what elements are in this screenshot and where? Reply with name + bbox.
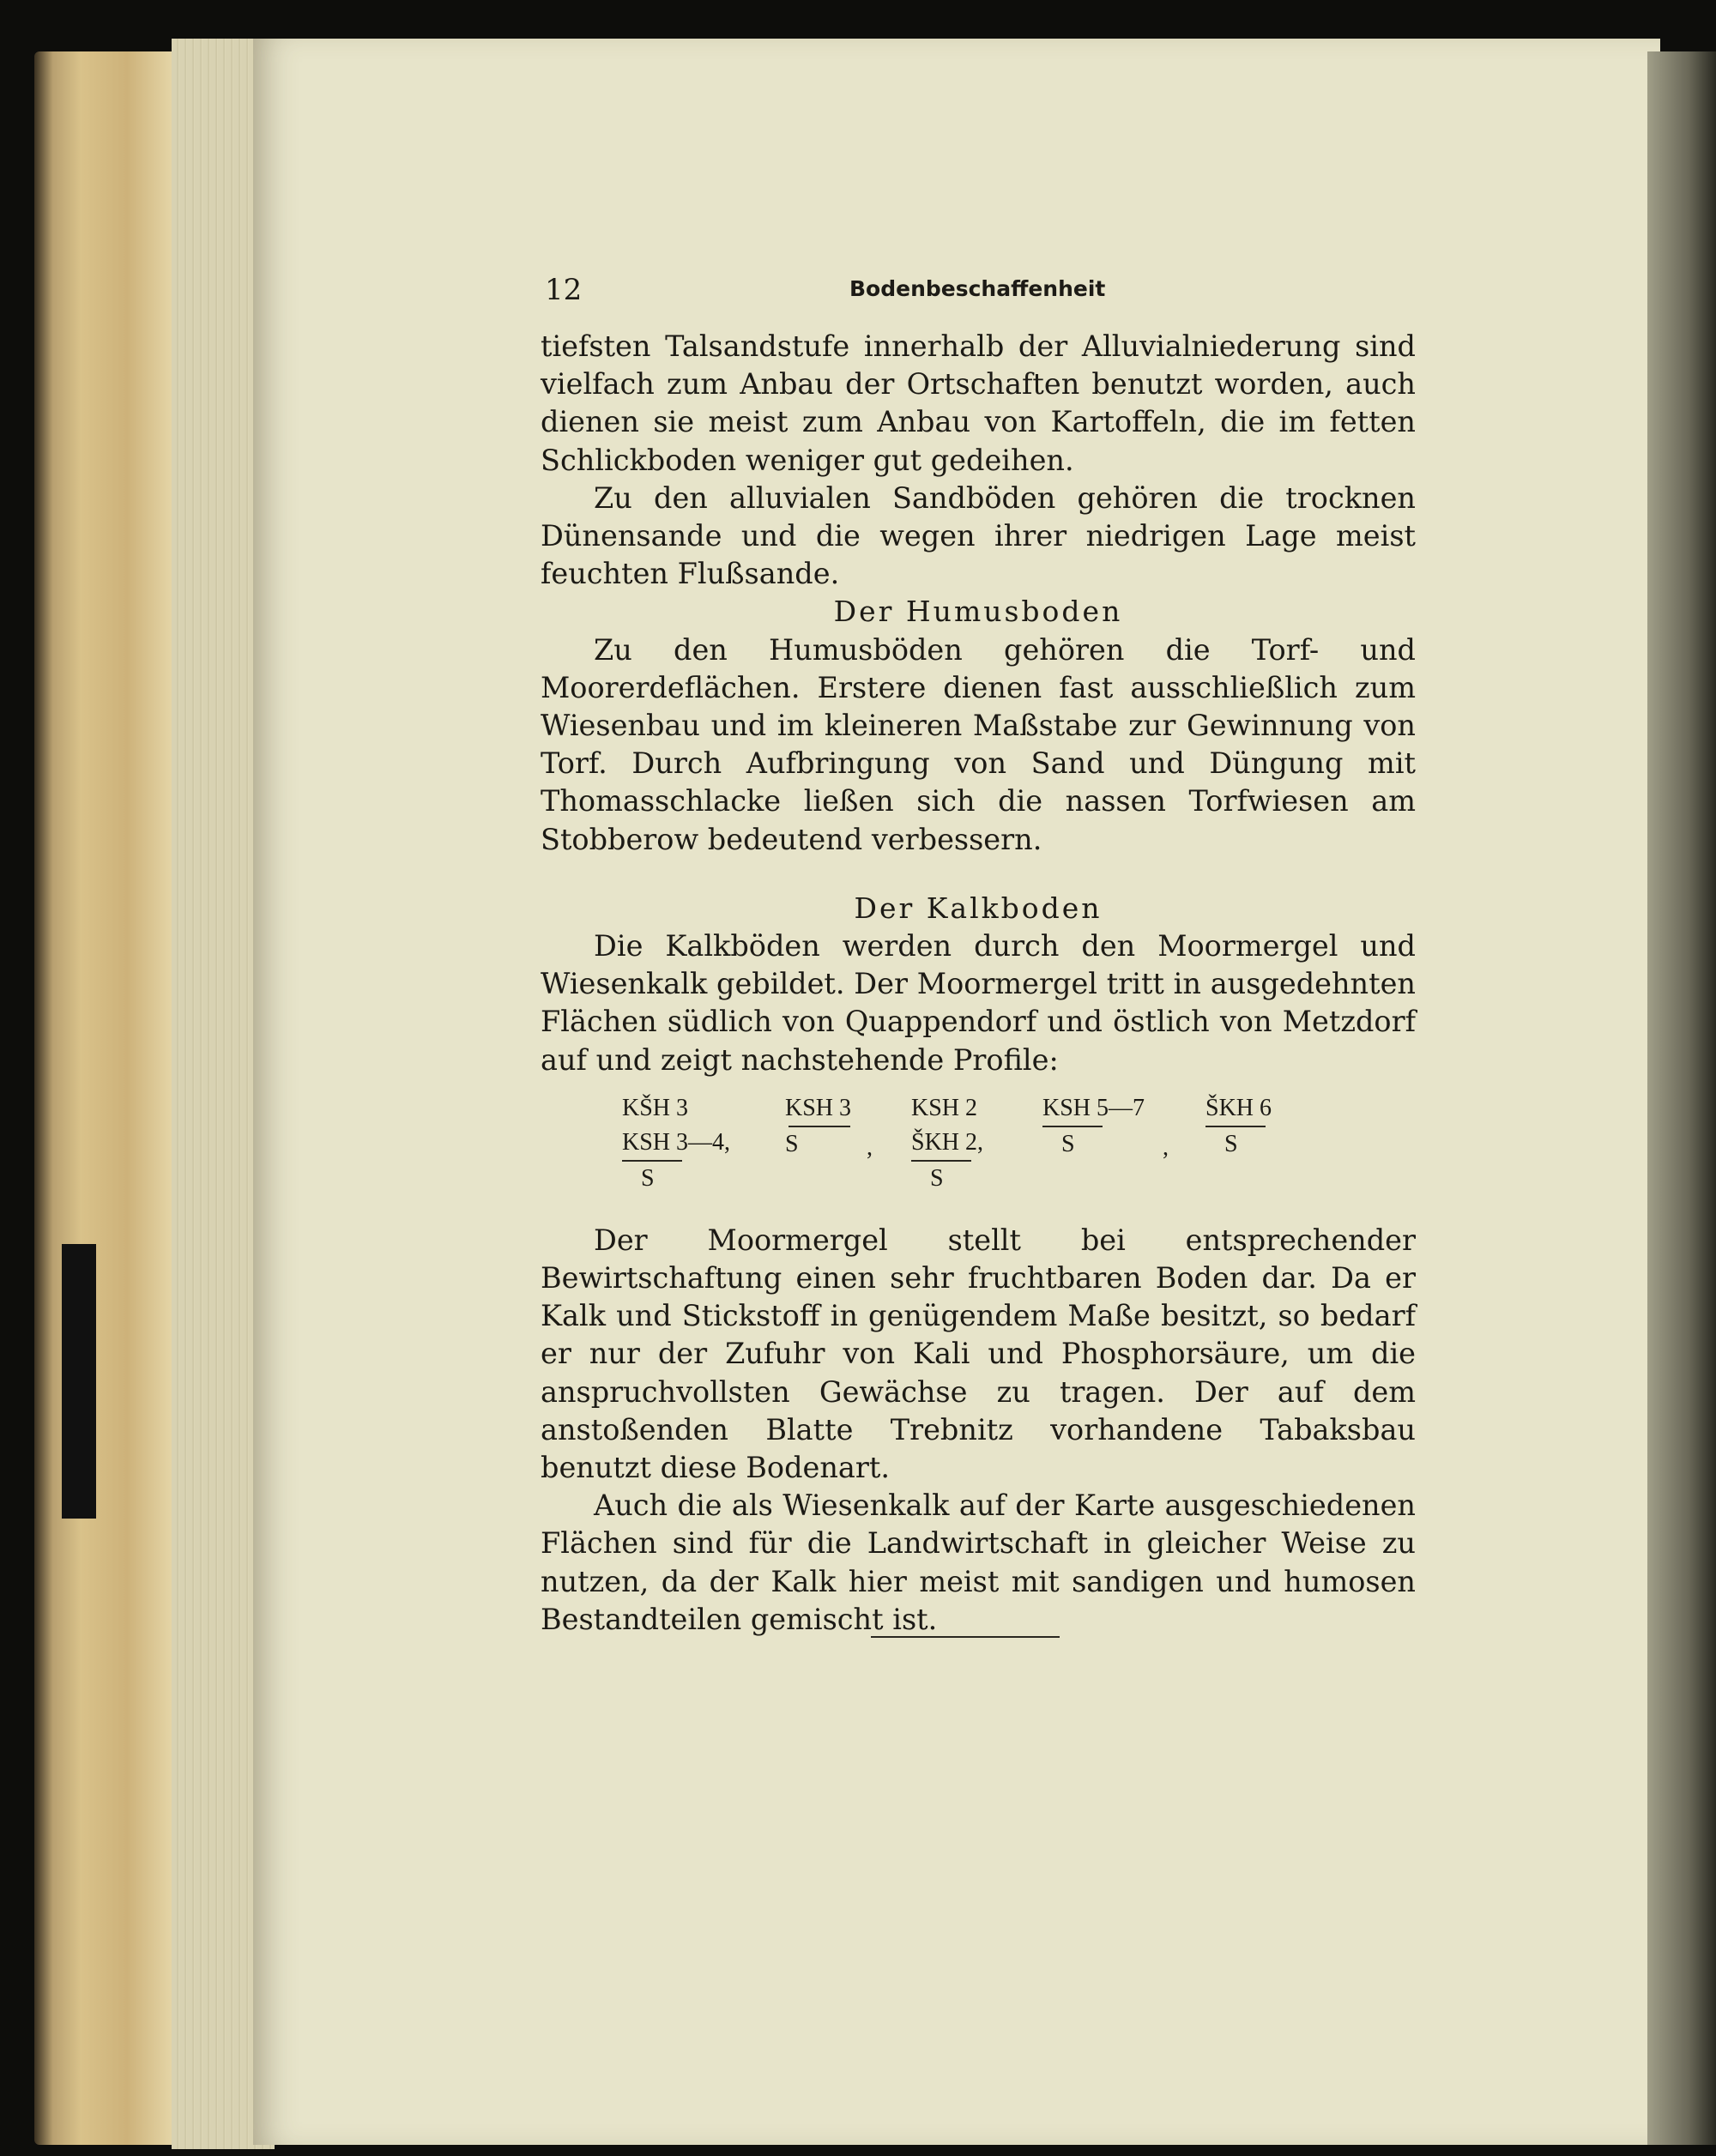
profile-2-bottom: S — [785, 1130, 799, 1157]
paragraph: tiefsten Talsandstufe innerhalb der Alluvialniederung sind vielfach zum Anbau der Ortschaften benutzt worden, auch dienen sie meist zum Anbau von Kartoffeln, die im fetten Schlickboden weniger gut gedeihen. — [541, 329, 1416, 477]
end-rule — [871, 1636, 1060, 1638]
profile-1-top: KŠH 3 — [622, 1094, 689, 1121]
profile-1-middle: KSH 3—4, — [622, 1128, 731, 1156]
running-head — [545, 273, 1106, 307]
profile-separator: , — [1163, 1133, 1169, 1161]
text-block — [541, 328, 1416, 1639]
profile-3-bottom: S — [930, 1164, 944, 1192]
profile-2 — [785, 1091, 854, 1162]
paragraph: Der Moormergel stellt bei entsprechender Bewirtschaftung einen sehr fruchtbaren Boden dar. Da er Kalk und Stickstoff in genügendem Maße besitzt, so bedarf er nur der Zufuhr von Kali und Phosphorsäure, um die anspruchvollsten Gewächse zu tragen. Der auf dem anstoßenden Blatte Trebnitz vorhandene Tabaksbau benutzt diese Bodenart. — [541, 1223, 1416, 1485]
paragraph: Zu den alluvialen Sandböden gehören die trocknen Dünensande und die wegen ihrer niedrigen Lage meist feuchten Flußsande. — [541, 480, 1416, 591]
profile-3 — [911, 1091, 1006, 1196]
paragraph: Die Kalkböden werden durch den Moormergel und Wiesenkalk gebildet. Der Moormergel tritt in ausgedehnten Flächen südlich von Quappendorf und östlich von Metzdorf auf und zeigt nachstehende Profile: — [541, 929, 1416, 1077]
profile-4-top: KSH 5—7 — [1042, 1094, 1145, 1121]
profile-1 — [622, 1091, 734, 1196]
clip — [62, 1244, 96, 1519]
running-title: Bodenbeschaffenheit — [849, 276, 1106, 301]
profile-5 — [1205, 1091, 1291, 1162]
profile-3-middle: ŠKH 2, — [911, 1128, 984, 1156]
profile-5-bottom: S — [1224, 1130, 1238, 1157]
section-heading-humus: Der Humusboden — [833, 595, 1123, 629]
profile-5-top: ŠKH 6 — [1205, 1094, 1272, 1121]
profile-2-top: KSH 3 — [785, 1094, 852, 1121]
profile-3-top: KSH 2 — [911, 1094, 978, 1121]
paragraph: Zu den Humusböden gehören die Torf- und Moorerdeflächen. Erstere dienen fast ausschließlich zum Wiesenbau und im kleineren Maßstabe zur Gewinnung von Torf. Durch Aufbringung von Sand und Düngung mit Thomasschlacke ließen sich die nassen Torfwiesen am Stobberow bedeutend verbessern. — [541, 632, 1416, 856]
page-number: 12 — [545, 273, 583, 307]
profile-separator: , — [867, 1133, 873, 1161]
profile-4 — [1042, 1091, 1171, 1162]
paragraph: Auch die als Wiesenkalk auf der Karte ausgeschiedenen Flächen sind für die Landwirtschaft in gleicher Weise zu nutzen, da der Kalk hier meist mit sandigen und humosen Bestandteilen gemischt ist. — [541, 1489, 1416, 1636]
section-heading-kalk: Der Kalkboden — [854, 891, 1103, 925]
facing-page-edge — [1647, 51, 1716, 2145]
profile-4-bottom: S — [1061, 1130, 1075, 1157]
profile-1-bottom: S — [641, 1164, 655, 1192]
soil-profiles — [541, 1091, 1416, 1211]
